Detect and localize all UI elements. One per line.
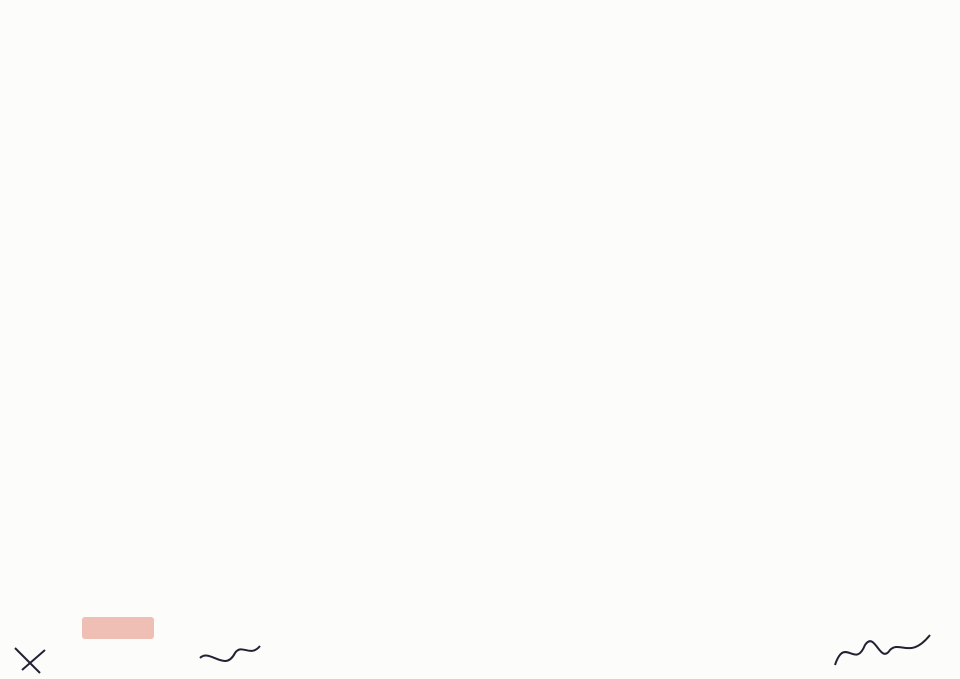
signature-left-icon [10,628,270,678]
company-stamp-right [645,612,785,670]
signature-right-icon [830,625,940,675]
